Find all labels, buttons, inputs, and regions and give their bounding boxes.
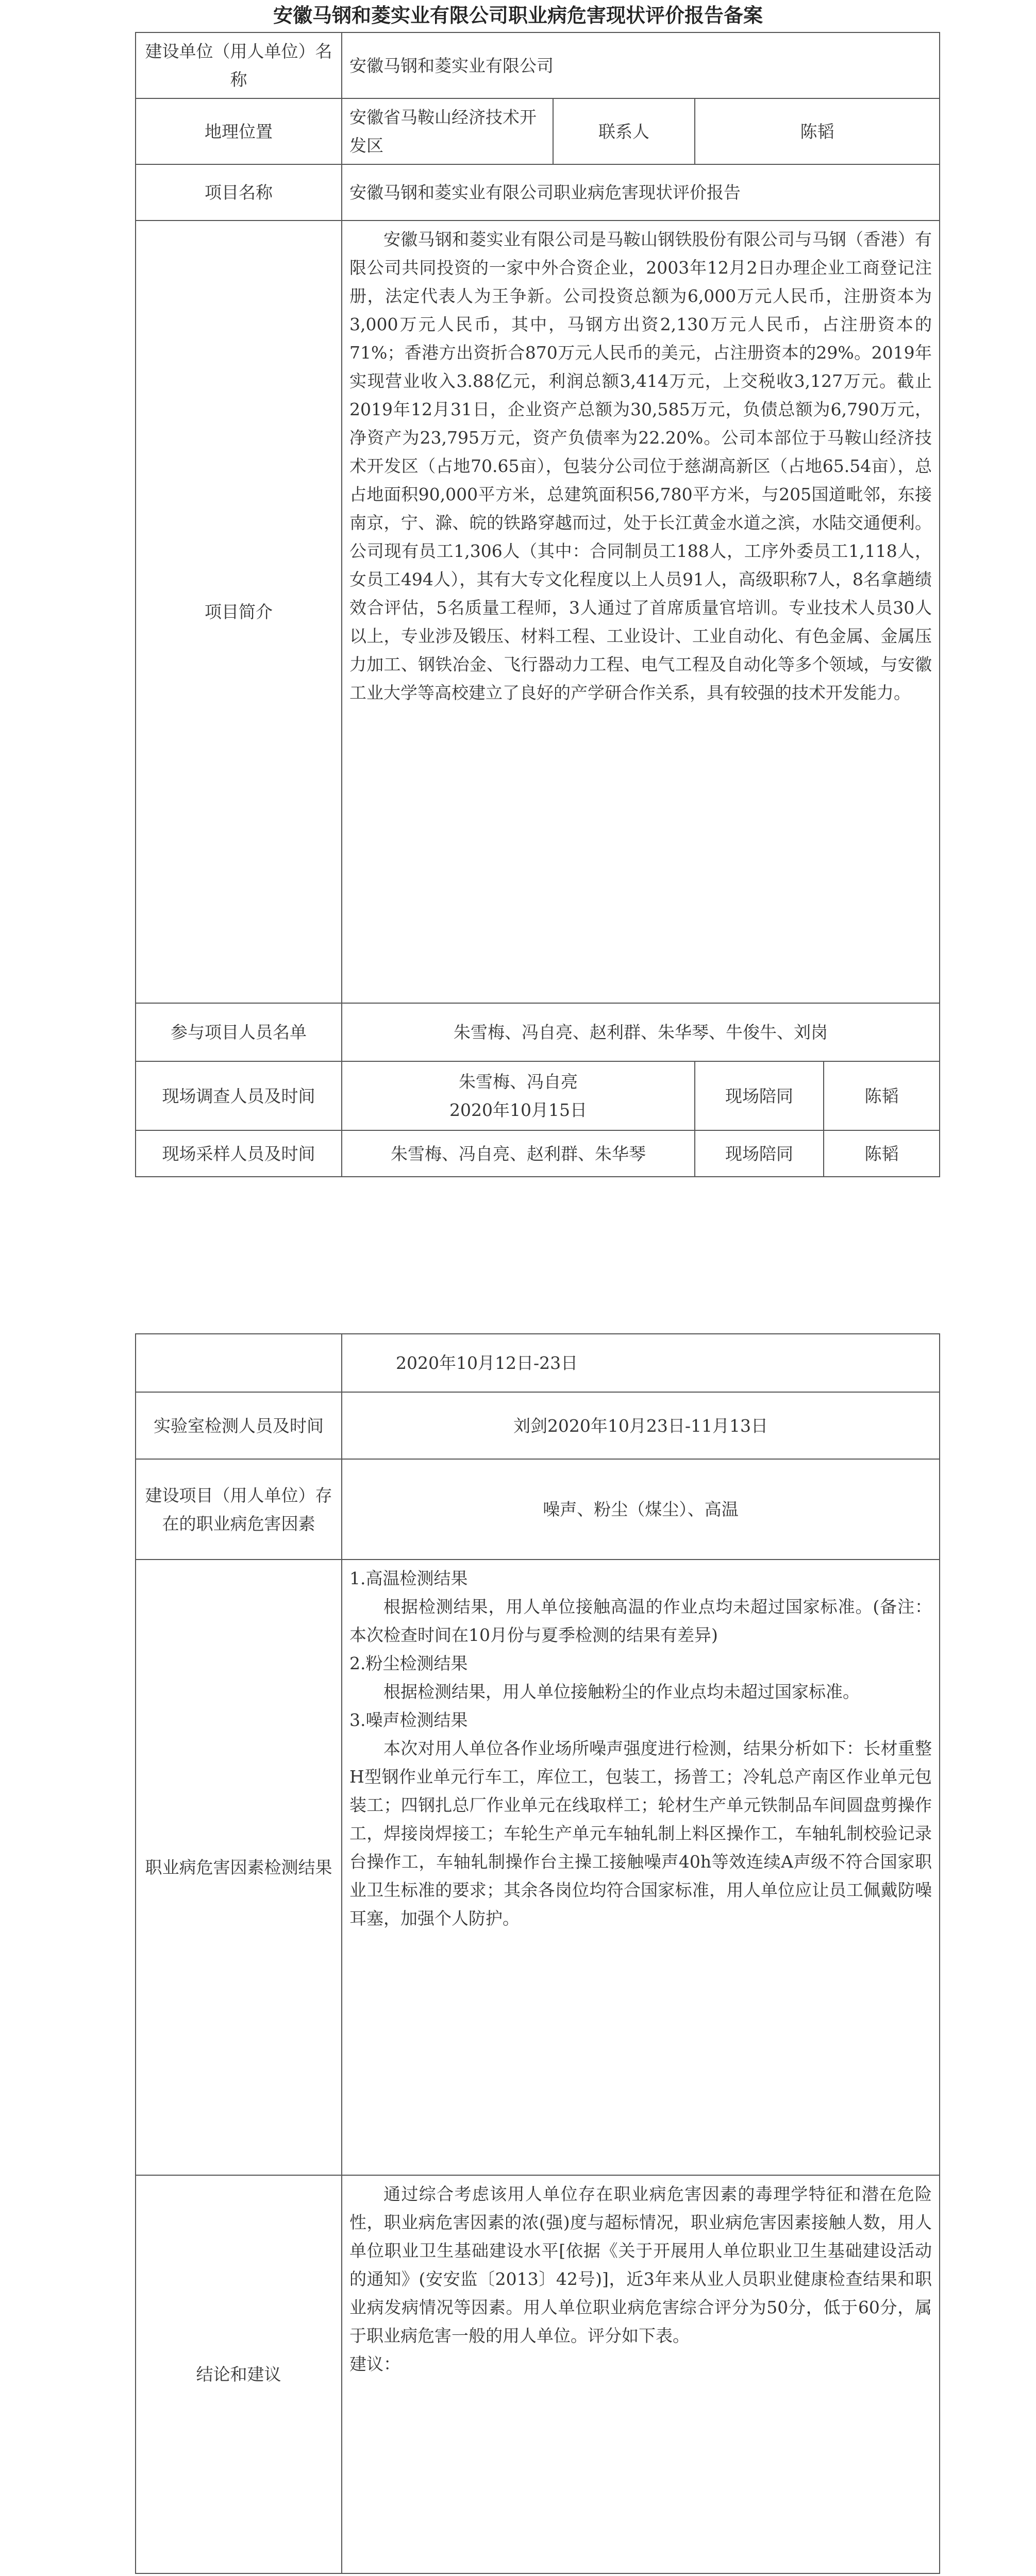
survey-people: 朱雪梅、冯自亮: [459, 1072, 578, 1092]
conclusion-label: 结论和建议: [136, 2175, 342, 2573]
location-value: 安徽省马鞍山经济技术开发区: [342, 98, 553, 164]
participants-value: 朱雪梅、冯自亮、赵利群、朱华琴、牛俊牛、刘岗: [342, 1003, 940, 1061]
survey-cell: [342, 1061, 695, 1130]
top-date: 2020年10月12日-23日: [342, 1334, 940, 1392]
unit-value: 安徽马钢和菱实业有限公司: [342, 32, 940, 98]
survey-label: 现场调查人员及时间: [136, 1061, 342, 1130]
companion2-label: 现场陪同: [695, 1130, 824, 1177]
sampling-value: 朱雪梅、冯自亮、赵利群、朱华琴: [342, 1130, 695, 1177]
r3-text: 本次对用人单位各作业场所噪声强度进行检测，结果分析如下：长材重整H型钢作业单元行车工，库位工，包装工，扬普工；冷轧总产南区作业单元包装工；四钢扎总厂作业单元在线取样工；轮材生产单元铁制品车间圆盘剪操作工，焊接岗焊接工；车轮生产单元车轴轧制上料区操作工，车轴轧制校验记录台操作工，车轴轧制操作台主操工接触噪声40h等效连续A声级不符合国家职业卫生标准的要求；其余各岗位均符合国家标准，用人单位应让员工佩戴防噪耳塞，加强个人防护。: [349, 1738, 932, 1928]
contact-value: 陈韬: [695, 98, 940, 164]
r2-title: 2.粉尘检测结果: [349, 1653, 468, 1673]
participants-label: 参与项目人员名单: [136, 1003, 342, 1061]
suggest-label: 建议：: [349, 2354, 400, 2374]
results-label: 职业病危害因素检测结果: [136, 1560, 342, 2175]
r3-title: 3.噪声检测结果: [349, 1710, 468, 1730]
r1-text: 根据检测结果，用人单位接触高温的作业点均未超过国家标准。(备注：本次检查时间在10月份与夏季检测的结果有差异): [349, 1597, 932, 1645]
companion-value: 陈韬: [824, 1061, 940, 1130]
project-name-value: 安徽马钢和菱实业有限公司职业病危害现状评价报告: [342, 164, 940, 221]
sampling-label: 现场采样人员及时间: [136, 1130, 342, 1177]
intro-text: 安徽马钢和菱实业有限公司是马鞍山钢铁股份有限公司与马钢（香港）有限公司共同投资的一家中外合资企业，2003年12月2日办理企业工商登记注册，法定代表人为王争新。公司投资总额为6,000万元人民币，注册资本为3,000万元人民币，其中，马钢方出资2,130万元人民币，占注册资本的71%；香港方出资折合870万元人民币的美元，占注册资本的29%。2019年实现营业收入3.88亿元，利润总额3,414万元，上交税收3,127万元。截止2019年12月31日，企业资产总额为30,585万元，负债总额为6,790万元，净资产为23,795万元，资产负债率为22.20%。公司本部位于马鞍山经济技术开发区（占地70.65亩），包装分公司位于慈湖高新区（占地65.54亩），总占地面积90,000平方米，总建筑面积56,780平方米，与205国道毗邻，东接南京，宁、滁、皖的铁路穿越而过，处于长江黄金水道之滨，水陆交通便利。公司现有员工1,306人（其中：合同制员工188人，工序外委员工1,118人，女员工494人），其有大专文化程度以上人员91人，高级职称7人，8名拿趟绩效合评估，5名质量工程师，3人通过了首席质量官培训。专业技术人员30人以上，专业涉及锻压、材料工程、工业设计、工业自动化、有色金属、金属压力加工、钢铁冶金、飞行器动力工程、电气工程及自动化等多个领域，与安徽工业大学等高校建立了良好的产学研合作关系，具有较强的技术开发能力。: [349, 229, 932, 703]
contact-label: 联系人: [553, 98, 695, 164]
conclusion-cell: [342, 2175, 940, 2573]
hazard-label: 建设项目（用人单位）存在的职业病危害因素: [136, 1459, 342, 1560]
page-title: 安徽马钢和菱实业有限公司职业病危害现状评价报告备案: [273, 4, 763, 27]
project-name-label: 项目名称: [136, 164, 342, 221]
lab-value: 刘剑2020年10月23日-11月13日: [342, 1392, 940, 1459]
lab-label: 实验室检测人员及时间: [136, 1392, 342, 1459]
r1-title: 1.高温检测结果: [349, 1568, 468, 1588]
unit-label: 建设单位（用人单位）名称: [136, 32, 342, 98]
conclusion-text: 通过综合考虑该用人单位存在职业病危害因素的毒理学特征和潜在危险性，职业病危害因素的浓(强)度与超标情况，职业病危害因素接触人数，用人单位职业卫生基础建设水平[依据《关于开展用人单位职业卫生基础建设活动的通知》(安安监〔2013〕42号)]，近3年来从业人员职业健康检查结果和职业病发病情况等因素。用人单位职业病危害综合评分为50分，低于60分，属于职业病危害一般的用人单位。评分如下表。: [349, 2184, 932, 2346]
top-date-empty: [136, 1334, 342, 1392]
report-table-page2: [135, 1333, 940, 2574]
hazard-value: 噪声、粉尘（煤尘）、高温: [342, 1459, 940, 1560]
intro-label: 项目简介: [136, 221, 342, 1003]
location-label: 地理位置: [136, 98, 342, 164]
companion2-value: 陈韬: [824, 1130, 940, 1177]
survey-date: 2020年10月15日: [449, 1100, 587, 1120]
companion-label: 现场陪同: [695, 1061, 824, 1130]
results-cell: [342, 1560, 940, 2175]
report-table-page1: [135, 32, 940, 1177]
r2-text: 根据检测结果，用人单位接触粉尘的作业点均未超过国家标准。: [383, 1682, 860, 1702]
